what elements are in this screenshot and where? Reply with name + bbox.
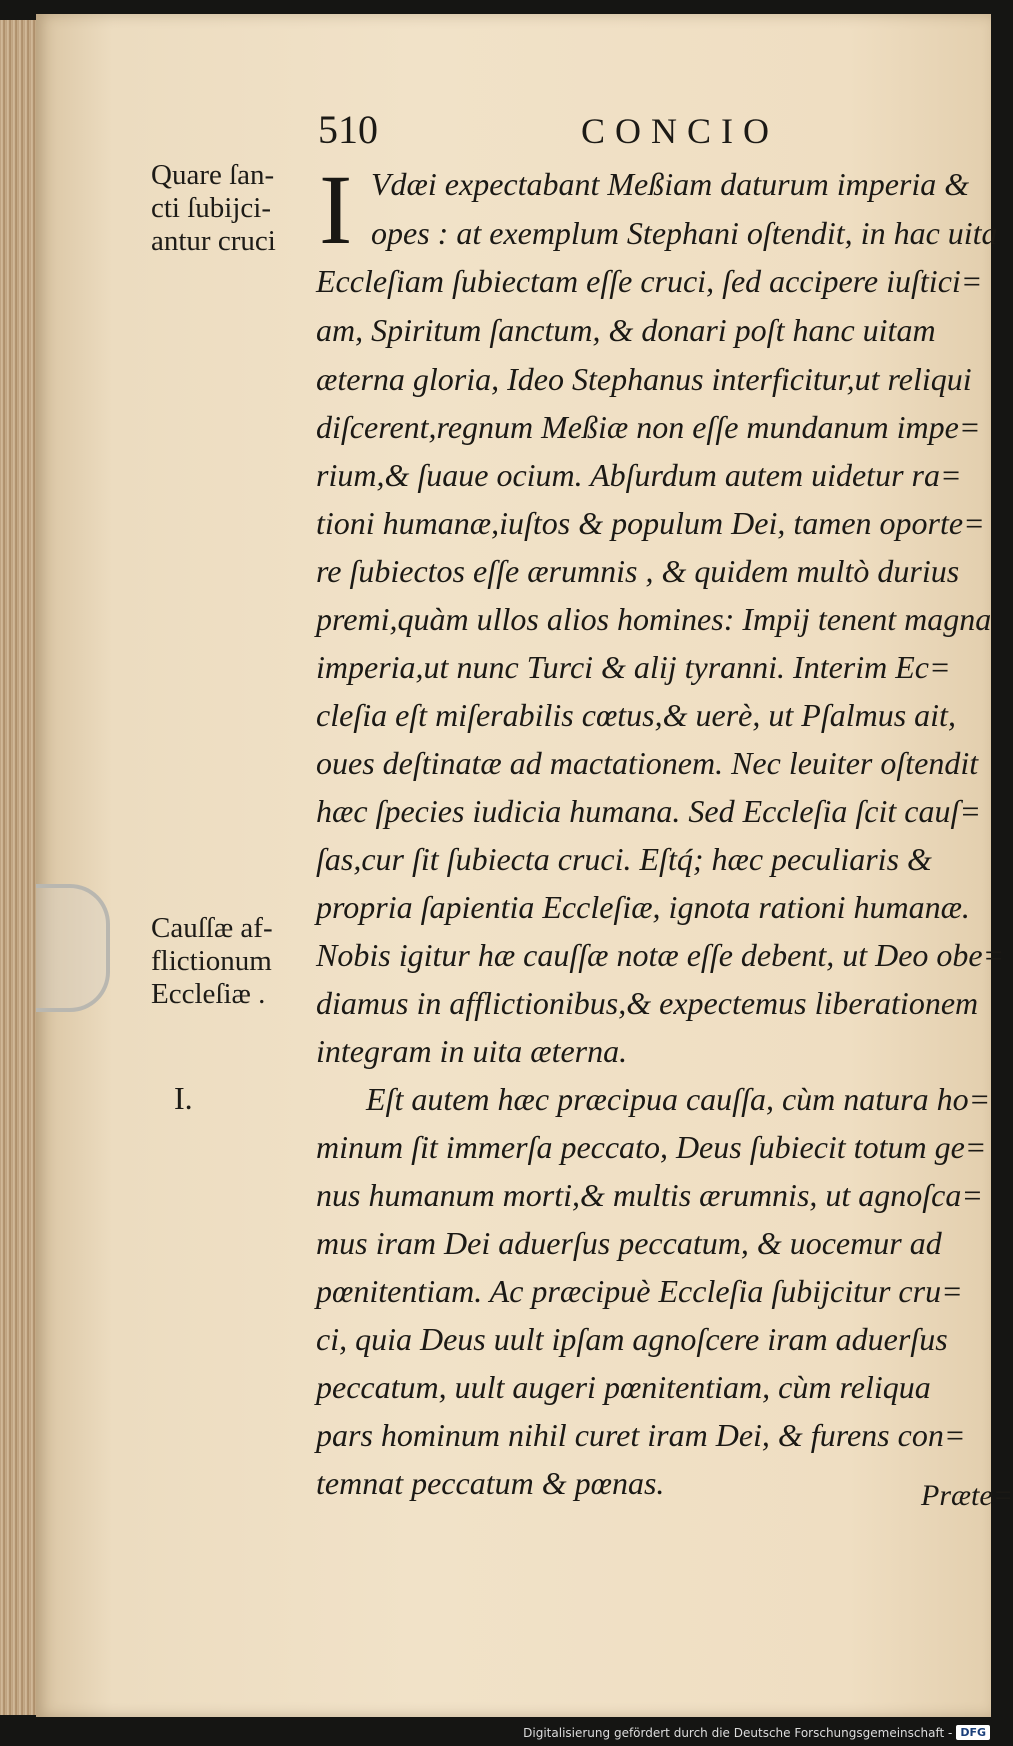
body-line: minum ſit immerſa peccato, Deus ſubiecit totum ge= bbox=[316, 1129, 987, 1165]
body-line: temnat peccatum & pœnas. bbox=[316, 1465, 665, 1501]
margin-note-quare bbox=[151, 159, 276, 258]
body-line: cleſia eſt miſerabilis cœtus,& uerè, ut Pſalmus ait, bbox=[316, 697, 956, 733]
body-line: diamus in afflictionibus,& expectemus liberationem bbox=[316, 985, 979, 1021]
body-line: æterna gloria, Ideo Stephanus interficitur,ut reliqui bbox=[316, 361, 972, 397]
body-line: nus humanum morti,& multis ærumnis, ut agnoſca= bbox=[316, 1177, 983, 1213]
body-line: opes : at exemplum Stephani oſtendit, in hac uita bbox=[371, 215, 998, 251]
margin-note-line: Eccleſiæ . bbox=[151, 978, 266, 1010]
body-line: hæc ſpecies iudicia humana. Sed Eccleſia ſcit cauſ= bbox=[316, 793, 981, 829]
body-line: propria ſapientia Eccleſiæ, ignota rationi humanæ. bbox=[316, 889, 970, 925]
margin-note-numeral bbox=[174, 1082, 193, 1115]
dfg-logo: DFG bbox=[956, 1725, 990, 1740]
body-line: premi,quàm ullos alios homines: Impij tenent magna bbox=[316, 601, 992, 637]
margin-note-line: cti ſubijci- bbox=[151, 192, 271, 224]
page-clip bbox=[36, 884, 110, 1012]
body-line: ſas,cur ſit ſubiecta cruci. Eſtq́; hæc peculiaris & bbox=[316, 841, 932, 877]
page-number: 510 bbox=[318, 107, 378, 152]
catchword: Præte= bbox=[921, 1479, 1013, 1512]
body-line: tioni humanæ,iuſtos & populum Dei, tamen oporte= bbox=[316, 505, 985, 541]
body-line: Vdæi expectabant Meßiam daturum imperia & bbox=[371, 166, 970, 202]
body-line: re ſubiectos eſſe ærumnis , & quidem multò durius bbox=[316, 553, 960, 589]
book-page bbox=[36, 14, 1013, 1717]
body-line: integram in uita æterna. bbox=[316, 1033, 628, 1069]
running-head: CONCIO bbox=[581, 111, 780, 151]
body-line: diſcerent,regnum Meßiæ non eſſe mundanum impe= bbox=[316, 409, 981, 445]
digitization-footer bbox=[523, 1725, 990, 1740]
body-line: ci, quia Deus uult ipſam agnoſcere iram aduerſus bbox=[316, 1321, 948, 1357]
body-line: Nobis igitur hæ cauſſæ notæ eſſe debent, ut Deo obe= bbox=[316, 937, 1005, 973]
body-line: pars hominum nihil curet iram Dei, & furens con= bbox=[316, 1417, 966, 1453]
page-header bbox=[36, 106, 991, 156]
body-line: Eccleſiam ſubiectam eſſe cruci, ſed accipere iuſtici= bbox=[316, 263, 983, 299]
body-line: pœnitentiam. Ac præcipuè Eccleſia ſubijcitur cru= bbox=[316, 1273, 963, 1309]
margin-note-line: I. bbox=[174, 1080, 193, 1116]
margin-note-caussae bbox=[151, 912, 273, 1011]
body-line: Eſt autem hæc præcipua cauſſa, cùm natura ho= bbox=[366, 1081, 991, 1117]
body-line: am, Spiritum ſanctum, & donari poſt hanc uitam bbox=[316, 312, 936, 348]
body-line: mus iram Dei aduerſus peccatum, & uocemur ad bbox=[316, 1225, 942, 1261]
margin-note-line: flictionum bbox=[151, 945, 272, 977]
body-line: rium,& ſuaue ocium. Abſurdum autem uidetur ra= bbox=[316, 457, 962, 493]
body-line: imperia,ut nunc Turci & alij tyranni. Interim Ec= bbox=[316, 649, 951, 685]
body-line: oues deſtinatæ ad mactationem. Nec leuiter oſtendit bbox=[316, 745, 979, 781]
footer-text: Digitalisierung gefördert durch die Deutsche Forschungsgemeinschaft - bbox=[523, 1725, 953, 1740]
drop-cap: I bbox=[319, 154, 353, 265]
margin-note-line: Quare ſan- bbox=[151, 159, 275, 191]
margin-note-line: Cauſſæ af- bbox=[151, 912, 273, 944]
margin-note-line: antur cruci bbox=[151, 225, 276, 257]
body-line: peccatum, uult augeri pœnitentiam, cùm reliqua bbox=[316, 1369, 931, 1405]
